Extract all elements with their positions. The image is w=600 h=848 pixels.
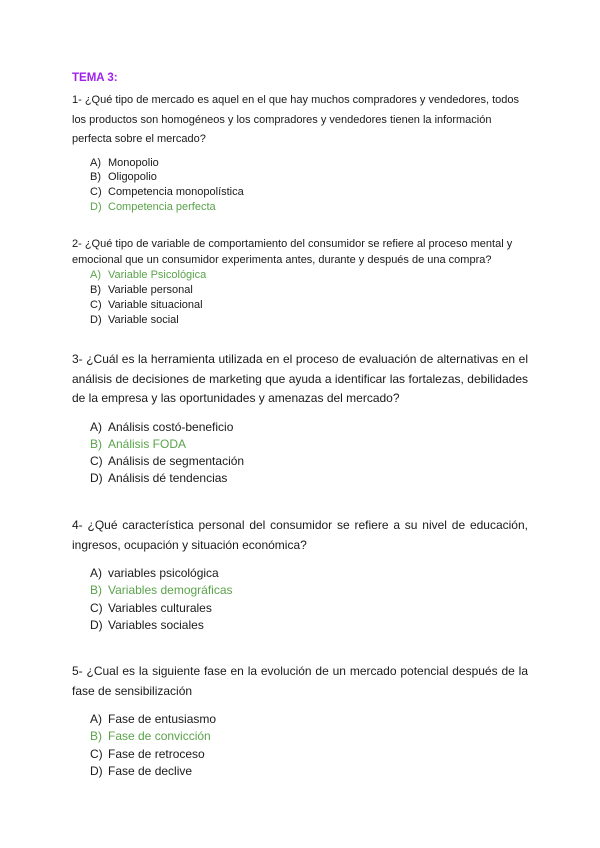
section-title: TEMA 3: — [72, 72, 118, 84]
option-text: Competencia monopolística — [108, 186, 244, 199]
option-text: Variables demográficas — [108, 583, 233, 598]
question-3 — [72, 350, 528, 488]
answer-option-b — [90, 436, 528, 453]
option-text: variables psicológica — [108, 566, 219, 580]
option-text: Variable Psicológica — [108, 269, 207, 281]
option-letter: B) — [90, 729, 102, 744]
option-letter: B) — [90, 583, 102, 598]
option-text: Fase de retroceso — [108, 746, 205, 761]
option-text: Variable social — [108, 314, 179, 326]
option-text: Monopolio — [108, 156, 159, 169]
answer-option-d — [90, 617, 528, 634]
answer-option-b — [90, 582, 528, 599]
option-letter: B) — [90, 436, 102, 451]
question-text: 3- ¿Cuál es la herramienta utilizada en el proceso de evaluación de alternativas en el análisis de decisiones de marketing que ayuda a identificar las fortalezas, debilidades de la empresa y las oportunidades y amenazas del mercado? — [72, 352, 528, 405]
option-letter: A) — [90, 419, 102, 434]
option-text: Análisis costó-beneficio — [108, 419, 234, 434]
answer-options — [72, 268, 528, 328]
answer-option-c — [90, 185, 528, 200]
answer-option-b — [90, 170, 528, 185]
option-letter: C) — [90, 454, 103, 469]
question-5 — [72, 662, 528, 780]
option-text: Variables sociales — [108, 617, 204, 632]
answer-option-a — [90, 268, 528, 283]
answer-options — [72, 565, 528, 634]
answer-option-b — [90, 283, 528, 298]
answer-option-a — [90, 419, 528, 436]
option-letter: B) — [90, 284, 101, 296]
option-text: Fase de entusiasmo — [108, 712, 217, 726]
answer-options — [72, 711, 528, 780]
option-letter: D) — [90, 471, 103, 486]
answer-option-d — [90, 470, 528, 487]
option-letter: D) — [90, 200, 102, 213]
option-text: Análisis dé tendencias — [108, 471, 228, 486]
option-text: Oligopolio — [108, 171, 157, 184]
option-letter: C) — [90, 600, 103, 615]
option-letter: B) — [90, 171, 101, 184]
answer-options — [72, 156, 528, 215]
answer-option-d — [90, 763, 528, 780]
question-text: 2- ¿Qué tipo de variable de comportamiento del consumidor se refiere al proceso mental y emocional que un consumidor experimenta antes, durante y después de una compra? — [72, 238, 513, 266]
option-text: Fase de convicción — [108, 729, 211, 744]
question-1 — [72, 91, 528, 215]
question-text: 1- ¿Qué tipo de mercado es aquel en el que hay muchos compradores y vendedores, todos los productos son homogéneos y los compradores y vendedores tienen la información perfecta sobre el mercado? — [72, 94, 519, 145]
option-letter: C) — [90, 299, 102, 311]
option-text: Análisis de segmentación — [108, 454, 245, 469]
option-text: Variable personal — [108, 284, 193, 296]
option-letter: A) — [90, 566, 102, 580]
question-text: 4- ¿Qué característica personal del consumidor se refiere a su nivel de educación, ingresos, ocupación y situación económica? — [72, 518, 528, 552]
option-letter: D) — [90, 763, 103, 778]
answer-option-c — [90, 600, 528, 617]
answer-options — [72, 419, 528, 488]
answer-option-a — [90, 156, 528, 171]
option-letter: D) — [90, 617, 103, 632]
answer-option-b — [90, 728, 528, 745]
option-text: Fase de declive — [108, 763, 193, 778]
option-text: Variable situacional — [108, 299, 203, 311]
answer-option-a — [90, 711, 528, 728]
option-text: Variables culturales — [108, 600, 212, 615]
option-letter: A) — [90, 712, 102, 726]
option-text: Análisis FODA — [108, 436, 187, 451]
option-text: Competencia perfecta — [108, 200, 216, 213]
answer-option-c — [90, 746, 528, 763]
option-letter: A) — [90, 156, 101, 169]
answer-option-c — [90, 453, 528, 470]
option-letter: C) — [90, 746, 103, 761]
answer-option-d — [90, 313, 528, 328]
option-letter: D) — [90, 314, 102, 326]
question-text: 5- ¿Cual es la siguiente fase en la evolución de un mercado potencial después de la fase de sensibilización — [72, 664, 528, 698]
option-letter: C) — [90, 186, 102, 199]
answer-option-d — [90, 200, 528, 215]
question-2 — [72, 236, 528, 328]
option-letter: A) — [90, 269, 101, 281]
answer-option-c — [90, 298, 528, 313]
question-4 — [72, 516, 528, 634]
answer-option-a — [90, 565, 528, 582]
